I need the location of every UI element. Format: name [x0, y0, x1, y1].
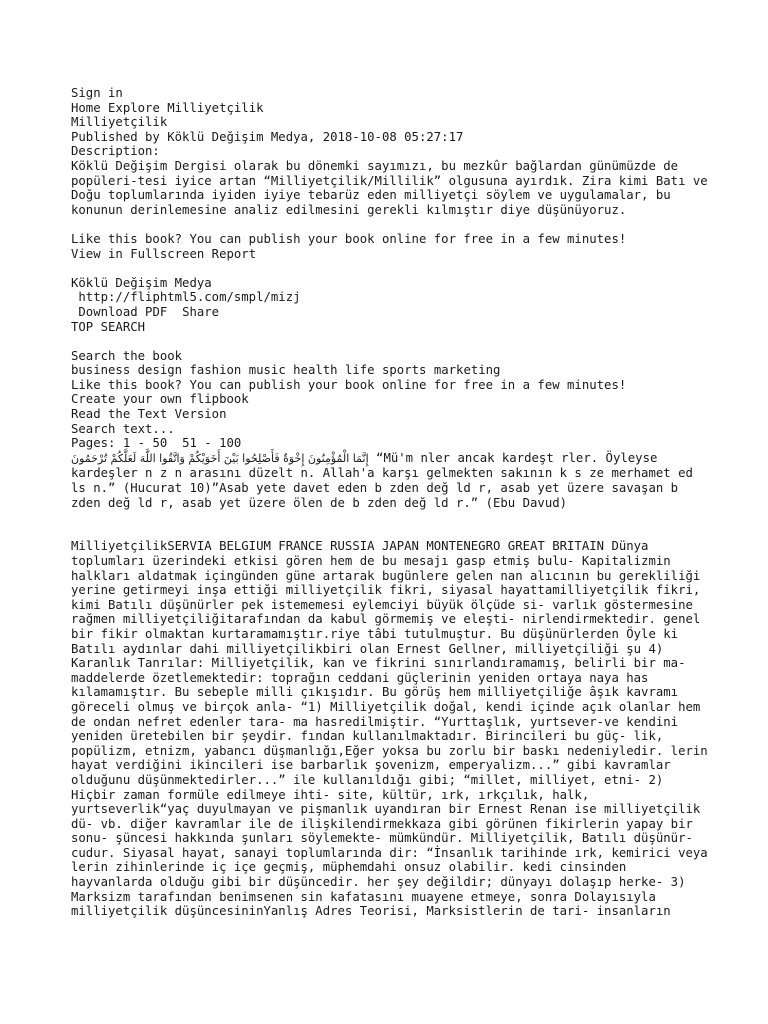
view-actions: [71, 247, 711, 262]
create-flipbook-link[interactable]: Create your own flipbook: [71, 392, 249, 407]
verse-translation: “Mü'm nler ancak kardeşt rler. Öyleyse kardeşler n z n arasını düzelt n. Allah'a karşı gelmekten sakının k s ze merhamet ed ls n.” (Hucurat 10)”Asab yete davet eden b zden değ ld r, asab yet üzere savaşan b zden değ ld r, asab yet üzere ölen de b zden değ ld r.” (Ebu Davud): [71, 450, 693, 510]
breadcrumb-home-link[interactable]: Home: [71, 100, 101, 115]
content-paragraph-1: [71, 451, 711, 510]
report-link[interactable]: Report: [211, 246, 257, 261]
arabic-verse: إِنَّمَا الْمُؤْمِنُونَ إِخْوَةٌ فَأَصْلِحُوا بَيْنَ أَخَوَيْكُمْ وَاتَّقُوا اللَّهَ لَعَلَّكُمْ تُرْحَمُونَ: [71, 451, 369, 465]
share-link[interactable]: Share: [182, 304, 220, 319]
top-search-heading: TOP SEARCH: [71, 319, 146, 334]
download-pdf-link[interactable]: Download PDF: [78, 304, 168, 319]
description-text: Köklü Değişim Dergisi olarak bu dönemki sayımızı, bu mezkûr bağlardan günümüzde de popüleri-tesi iyice artan “Milliyetçilik/Millilik” olgusuna ayırdık. Zira kimi Batı ve Doğu toplumlarında iyiden iyiye tebarüz eden milliyetçi söylem ve uygulamalar, bu konunun derinlemesine analiz edilmesini gerekli kılmıştır diye düşünüyoruz.: [71, 158, 708, 217]
search-tags: [71, 363, 711, 378]
published-info: Published by Köklü Değişim Medya, 2018-10-08 05:27:17: [71, 129, 464, 144]
pages-range-2-link[interactable]: 51 - 100: [182, 436, 242, 451]
document-page: [71, 86, 711, 919]
read-text-version-link[interactable]: Read the Text Version: [71, 407, 227, 422]
tag-link[interactable]: health: [293, 363, 338, 378]
tag-link[interactable]: design: [137, 363, 183, 378]
view-fullscreen-link[interactable]: View in Fullscreen: [71, 246, 205, 261]
tag-link[interactable]: music: [248, 363, 286, 378]
tag-link[interactable]: sports: [382, 363, 427, 378]
content-paragraph-2: MilliyetçilikSERVIA BELGIUM FRANCE RUSSIA JAPAN MONTENEGRO GREAT BRITAIN Dünya toplumları üzerindeki etkisi gören hem de bu mesajı gasp etmiş bulu- Kapitalizmin halkları aldatmak içingünden güne artarak bugünlere gelen nan alıcının bu gerekliliği yerine getirmeyi inşa ettiği milliyetçilik fikri, siyasal hayattamilliyetçilik fikri, kimi Batılı düşünürler pek istememesi eylemciyi büyük ölçüde si- varlık göstermesine rağmen milliyetçiliğitarafından da kabul görmemiş ve eleşti- nirlendirmektedir. genel bir fikir olmaktan kurtaramamıştır.riye tâbi tutulmuştur. Bu düşünürlerden Öyle ki Batılı aydınlar dahi milliyetçilikbiri olan Ernest Gellner, milliyetçiliği şu 4) Karanlık Tanrılar: Milliyetçilik, kan ve fikrini sınırlandıramamış, belirli bir ma-maddelerde özetlemektedir: toprağın ceddani güçlerinin yeniden ortaya naya has kılamamıştır. Bu sebeple milli çıkışıdır. Bu görüş hem milliyetçiliğe âşık kavramı göreceli olmuş ve birçok anla- “1) Milliyetçilik doğal, kendi içinde açık olanlar hem de ondan nefret edenler tara- ma hasredilmiştir. “Yurttaşlık, yurtsever-ve kendini yeniden üretebilen bir şeydir. fından kullanılmaktadır. Birincileri bu güç- lik, popülizm, etnizm, yabancı düşmanlığı,Eğer yoksa bu zorlu bir baskı nedeniyledir. lerin hayat verdiğini ikincileri ise barbarlık şovenizm, emperyalizm...” gibi kavramlar olduğunu düşünmektedirler...” ile kullanıldığı gibi; “millet, milliyet, etni- 2) Hiçbir zaman formüle edilmeye ihti- site, kültür, ırk, ırkçılık, halk, yurtseverlik“yaç duyulmayan ve pişmanlık uyandıran bir Ernest Renan ise milliyetçilik dü- vb. diğer kavramlar ile de ilişkilendirmekkaza gibi görünen fikirlerin yapay bir sonu- şüncesi hakkında şunları söylemekte- mümkündür. Milliyetçilik, Batılı düşünür- cudur. Siyasal hayat, sanayi toplumlarında dir: “İnsanlık tarihinde ırk, kemirici veya lerin zihinlerinde iç içe geçmiş, müphemdahi onsuz olabilir. kedi cinsinden hayvanlarda olduğu gibi bir düşüncedir. her şey değildir; dünyayı dolaşıp herke- 3) Marksizm tarafından benimsenen sin kafatasını muayene etmeye, sonra Dolayısıyla milliyetçilik düşüncesininYanlış Adres Teorisi, Marksistlerin de tari- insanların: [71, 539, 708, 919]
search-text-input[interactable]: Search text...: [71, 421, 175, 436]
promo-text: Like this book? You can publish your book online for free in a few minutes!: [71, 231, 627, 246]
pages-label: Pages:: [71, 436, 116, 451]
tag-link[interactable]: business: [71, 363, 131, 378]
promo-text-2: Like this book? You can publish your book online for free in a few minutes!: [71, 377, 627, 392]
tag-link[interactable]: life: [344, 363, 375, 378]
publisher-url-link[interactable]: http://fliphtml5.com/smpl/mizj: [78, 290, 301, 305]
tag-link[interactable]: marketing: [433, 363, 501, 378]
breadcrumb: [71, 101, 711, 116]
sign-in-link[interactable]: Sign in: [71, 86, 123, 100]
description-label: Description:: [71, 144, 160, 159]
book-title: Milliyetçilik: [71, 115, 168, 130]
pages-range-1-link[interactable]: 1 - 50: [122, 436, 168, 451]
search-book-label: Search the book: [71, 348, 183, 363]
breadcrumb-explore-link[interactable]: Explore: [108, 100, 160, 115]
pages-nav: [71, 436, 711, 451]
publisher-name-link[interactable]: Köklü Değişim Medya: [71, 275, 212, 290]
tag-link[interactable]: fashion: [189, 363, 242, 378]
breadcrumb-current: Milliyetçilik: [167, 100, 264, 115]
